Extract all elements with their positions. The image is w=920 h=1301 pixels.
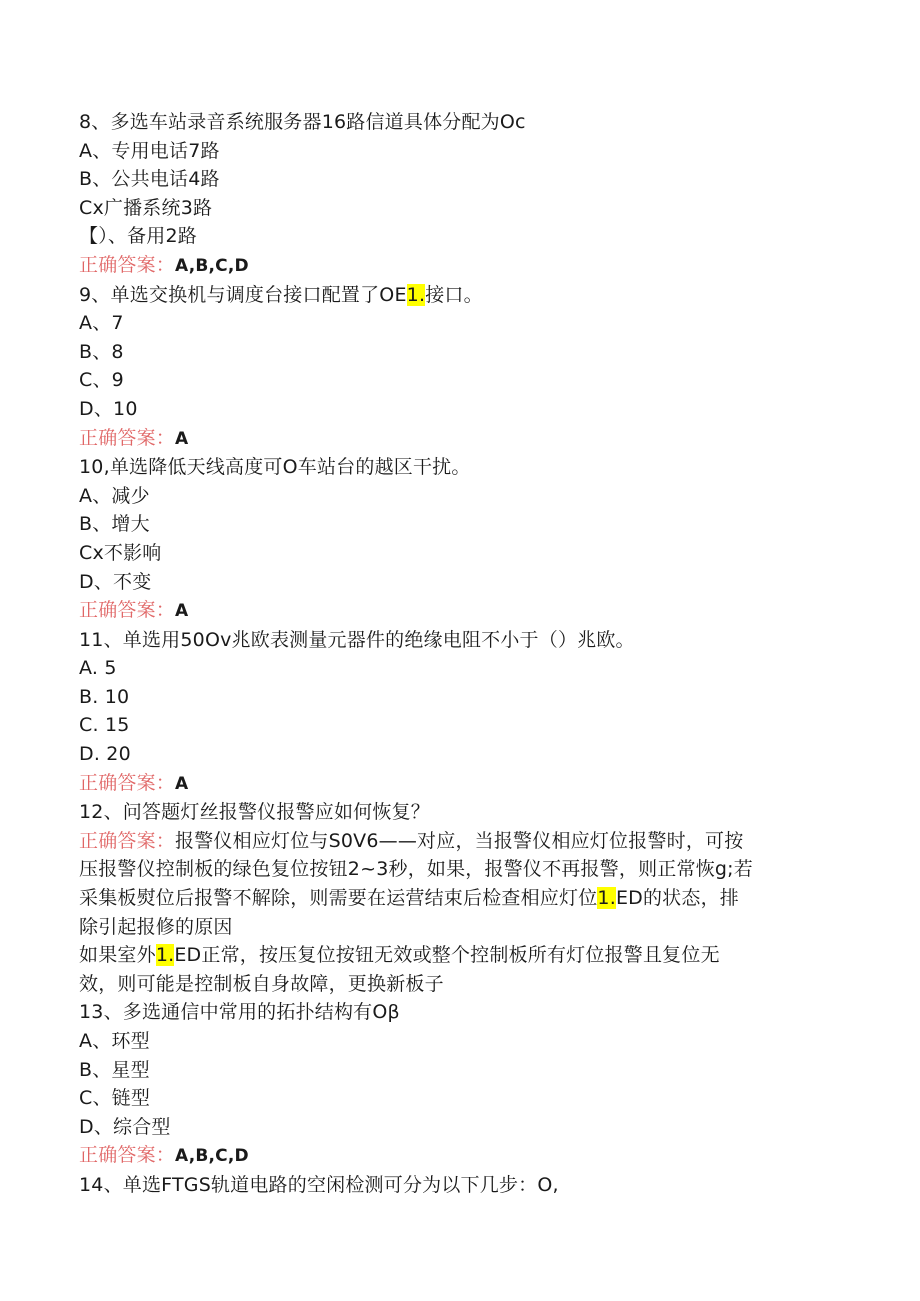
line-text: D. 20 <box>79 743 131 766</box>
question-line <box>79 281 860 310</box>
option-line <box>79 1027 860 1056</box>
answer-value: A,B,C,D <box>175 1146 249 1167</box>
answer-value: A <box>175 601 189 622</box>
option-line <box>79 1056 860 1085</box>
answer-line <box>79 251 860 281</box>
line-text: C、链型 <box>79 1087 151 1110</box>
option-line <box>79 482 860 511</box>
line-text: 如果室外 <box>79 944 156 967</box>
line-text: A、7 <box>79 312 124 335</box>
line-text: 11、单选用50Ov兆欧表测量元器件的绝缘电阻不小于（）兆欧。 <box>79 628 635 651</box>
line-text: 压报警仪控制板的绿色复位按钮2~3秒，如果，报警仪不再报警，则正常恢g;若 <box>79 858 753 881</box>
question-line <box>79 1171 860 1200</box>
answer-line <box>79 424 860 454</box>
line-text: 14、单选FTGS轨道电路的空闲检测可分为以下几步：O, <box>79 1173 559 1196</box>
question-line <box>79 108 860 137</box>
line-text: Cx不影响 <box>79 541 162 564</box>
option-line <box>79 194 860 223</box>
question-line <box>79 798 860 827</box>
option-line <box>79 510 860 539</box>
text-line <box>79 941 860 970</box>
answer-value: A <box>175 428 189 449</box>
line-text: A. 5 <box>79 657 117 680</box>
question-line <box>79 453 860 482</box>
line-text: C. 15 <box>79 714 130 737</box>
question-line <box>79 998 860 1027</box>
answer-line <box>79 596 860 626</box>
line-text: 接口。 <box>425 283 483 306</box>
answer-line <box>79 769 860 799</box>
line-text: A、专用电话7路 <box>79 139 220 162</box>
line-text: B、8 <box>79 340 124 363</box>
answer-label: 正确答案： <box>79 426 176 449</box>
option-line <box>79 366 860 395</box>
line-text: ED正常，按压复位按钮无效或整个控制板所有灯位报警且复位无 <box>174 944 720 967</box>
answer-label: 正确答案： <box>79 829 176 852</box>
option-line <box>79 539 860 568</box>
highlight-mark: 1. <box>155 944 175 967</box>
line-text: B、星型 <box>79 1058 150 1081</box>
answer-label: 正确答案： <box>79 253 176 276</box>
line-text: Cx广播系统3路 <box>79 196 213 219</box>
line-text: A、减少 <box>79 484 150 507</box>
highlight-mark: 1. <box>406 283 426 306</box>
line-text: 8、多选车站录音系统服务器16路信道具体分配为Oc <box>79 111 526 133</box>
text-line <box>79 884 860 913</box>
option-line <box>79 1113 860 1142</box>
line-text: 【）、备用2路 <box>79 225 197 248</box>
line-text: D、综合型 <box>79 1115 171 1138</box>
line-text: A、环型 <box>79 1030 150 1052</box>
text-line <box>79 855 860 884</box>
line-text: 12、问答题灯丝报警仪报警应如何恢复？ <box>79 801 430 824</box>
line-text: 采集板熨位后报警不解除，则需要在运营结束后检查相应灯位 <box>79 887 598 910</box>
text-line <box>79 913 860 942</box>
line-text: 除引起报修的原因 <box>79 915 233 938</box>
option-line <box>79 568 860 597</box>
answer-value: A,B,C,D <box>175 255 249 276</box>
line-text: ED的状态，排 <box>615 887 739 910</box>
answer-line <box>79 827 860 856</box>
option-line <box>79 1084 860 1113</box>
line-text: 13、多选通信中常用的拓扑结构有Oβ <box>79 1001 400 1024</box>
line-text: D、10 <box>79 397 138 420</box>
line-text: B. 10 <box>79 685 130 708</box>
line-text: B、公共电话4路 <box>79 168 220 191</box>
question-line <box>79 626 860 655</box>
answer-value: A <box>175 773 189 794</box>
line-text: 9、单选交换机与调度台接口配置了OE <box>79 283 407 306</box>
option-line <box>79 711 860 740</box>
option-line <box>79 683 860 712</box>
highlight-mark: 1. <box>597 887 616 910</box>
option-line <box>79 165 860 194</box>
answer-label: 正确答案： <box>79 599 176 622</box>
line-text: 效，则可能是控制板自身故障，更换新板子 <box>79 972 444 995</box>
line-text: C、9 <box>79 369 124 392</box>
answer-label: 正确答案： <box>79 771 176 794</box>
option-line <box>79 740 860 769</box>
option-line <box>79 395 860 424</box>
option-line <box>79 654 860 683</box>
line-text: 10,单选降低天线高度可O车站台的越区干扰。 <box>79 456 471 479</box>
option-line <box>79 137 860 166</box>
line-text: B、增大 <box>79 513 150 536</box>
answer-line <box>79 1141 860 1171</box>
line-text: D、不变 <box>79 570 152 593</box>
option-line <box>79 309 860 338</box>
answer-label: 正确答案： <box>79 1144 176 1167</box>
option-line <box>79 222 860 251</box>
option-line <box>79 338 860 367</box>
answer-value: 报警仪相应灯位与S0V6——对应，当报警仪相应灯位报警时，可按 <box>175 829 744 852</box>
text-line <box>79 970 860 999</box>
